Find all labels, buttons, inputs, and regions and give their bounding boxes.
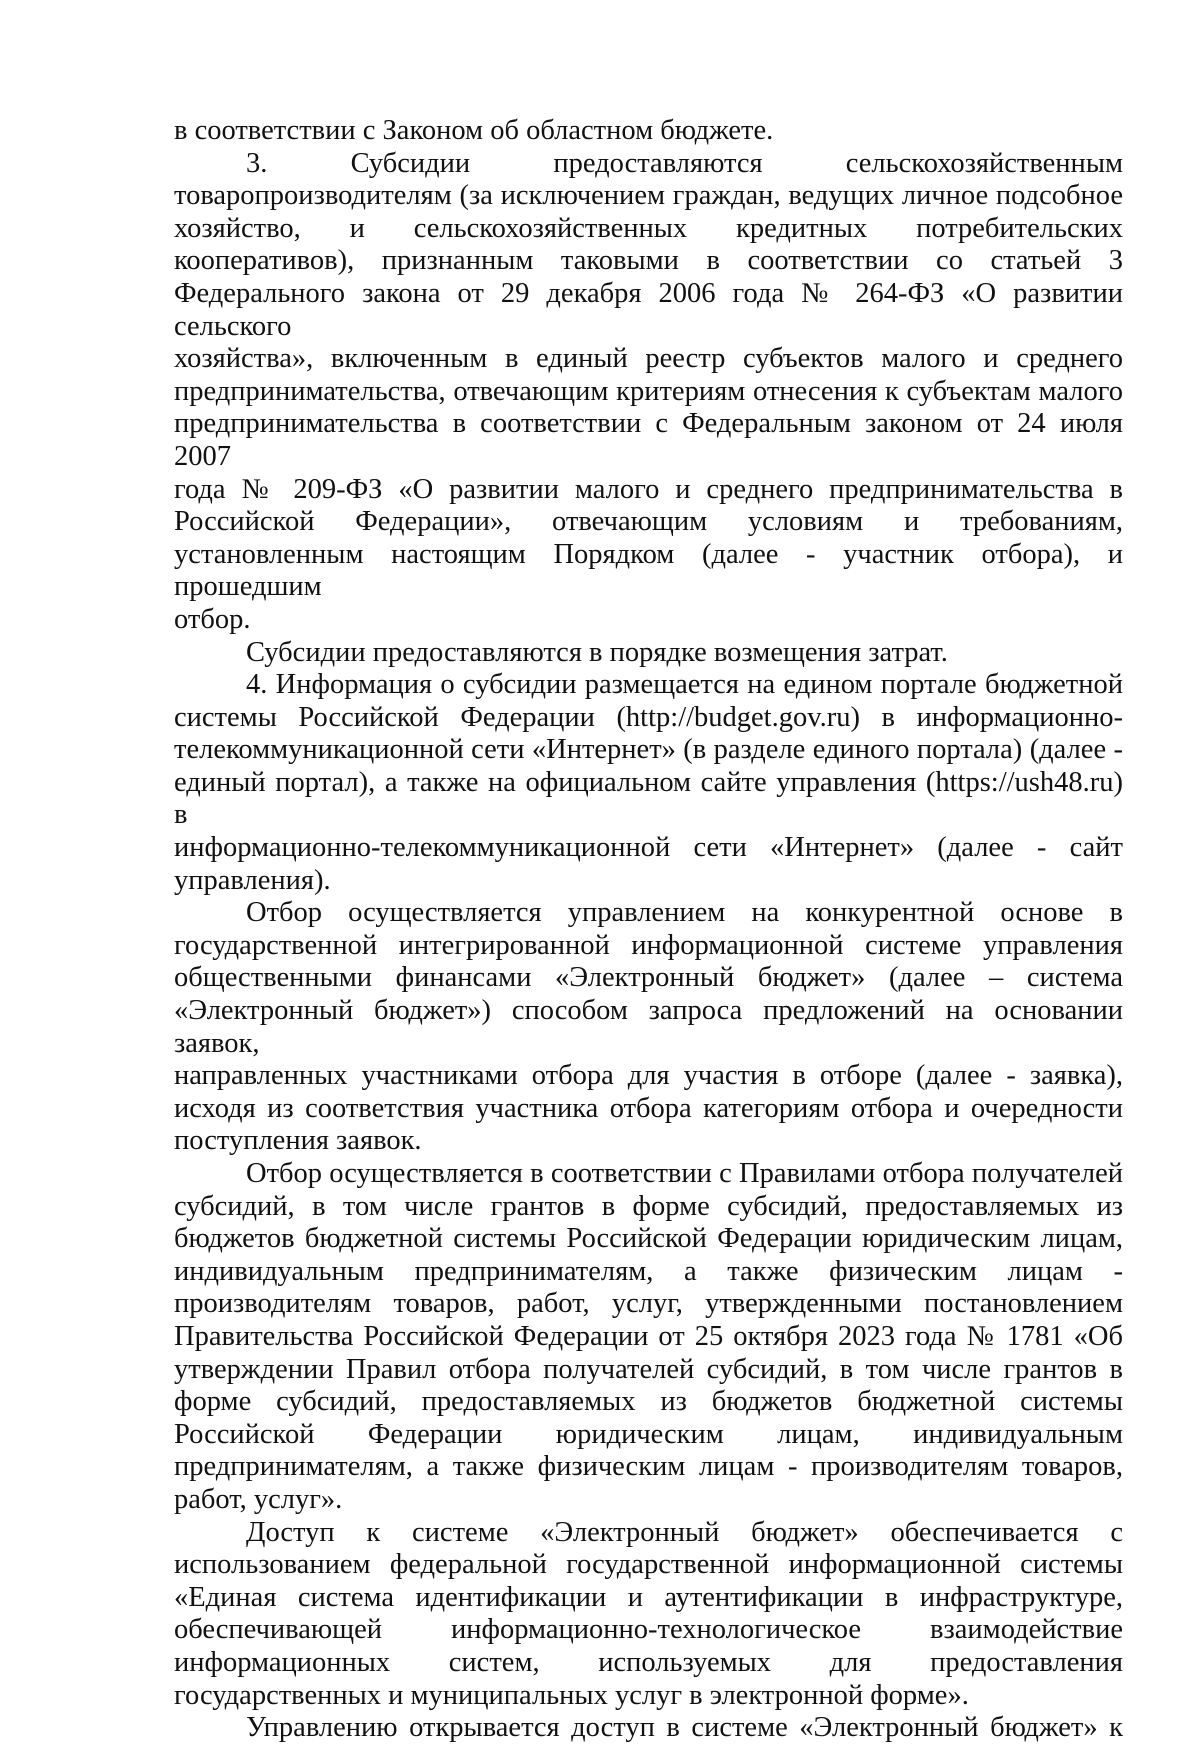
text-line: исходя из соответствия участника отбора категориям отбора и очередности	[174, 1092, 1123, 1124]
text-line: Отбор осуществляется управлением на конкурентной основе в	[246, 897, 1123, 929]
text-line: утверждении Правил отбора получателей субсидий, в том числе грантов в	[174, 1353, 1123, 1385]
text-line: Правительства Российской Федерации от 25 октября 2023 года № 1781 «Об	[174, 1320, 1123, 1352]
text-line: года № 209-ФЗ «О развитии малого и среднего предпринимательства в	[174, 473, 1123, 505]
text-line: Отбор осуществляется в соответствии с Правилами отбора получателей	[246, 1158, 1123, 1189]
text-line: в соответствии с Законом об областном бюджете.	[174, 115, 774, 146]
text-line: работ, услуг».	[174, 1483, 343, 1515]
text-line: Российской Федерации юридическим лицам, индивидуальным	[174, 1418, 1123, 1450]
text-line: бюджетов бюджетной системы Российской Федерации юридическим лицам,	[174, 1223, 1123, 1255]
text-line: индивидуальным предпринимателям, а также физическим лицам -	[174, 1255, 1123, 1287]
text-line: обеспечивающей информационно-технологическое взаимодействие	[174, 1614, 1123, 1646]
document-page	[174, 115, 1123, 1745]
text-line: 3. Субсидии предоставляются сельскохозяйственным	[246, 147, 1123, 179]
text-line: отбор.	[174, 603, 251, 635]
text-line: направленных участниками отбора для участия в отборе (далее - заявка),	[174, 1060, 1123, 1092]
text-line: телекоммуникационной сети «Интернет» (в разделе единого портала) (далее -	[174, 734, 1123, 766]
text-line: Российской Федерации», отвечающим условиям и требованиям,	[174, 506, 1123, 538]
text-line: кооперативов), признанным таковыми в соответствии со статьей 3	[174, 245, 1123, 277]
text-line: использованием федеральной государственной информационной системы	[174, 1549, 1123, 1581]
text-line: государственной интегрированной информационной системе управления	[174, 929, 1123, 961]
text-line: единый портал), а также на официальном сайте управления (https://ush48.ru) в	[174, 766, 1123, 831]
text-line: хозяйства», включенным в единый реестр субъектов малого и среднего	[174, 343, 1123, 375]
text-line: поступления заявок.	[174, 1125, 422, 1157]
text-line: установленным настоящим Порядком (далее - участник отбора), и прошедшим	[174, 538, 1123, 603]
text-line: информационно-телекоммуникационной сети «Интернет» (далее - сайт	[174, 832, 1123, 864]
text-line: производителям товаров, работ, услуг, утвержденными постановлением	[174, 1288, 1123, 1320]
text-line: Субсидии предоставляются в порядке возмещения затрат.	[246, 636, 948, 668]
text-line: форме субсидий, предоставляемых из бюджетов бюджетной системы	[174, 1386, 1123, 1418]
text-line: 4. Информация о субсидии размещается на едином портале бюджетной	[246, 669, 1123, 701]
text-line: предпринимателям, а также физическим лицам - производителям товаров,	[174, 1451, 1123, 1483]
text-line: товаропроизводителям (за исключением граждан, ведущих личное подсобное	[174, 180, 1123, 212]
text-line: государственных и муниципальных услуг в электронной форме».	[174, 1679, 969, 1711]
text-line: информационных систем, используемых для предоставления	[174, 1646, 1123, 1678]
text-line: предпринимательства, отвечающим критериям отнесения к субъектам малого	[174, 375, 1123, 407]
text-line: субсидий, в том числе грантов в форме субсидий, предоставляемых из	[174, 1190, 1123, 1222]
text-line: «Электронный бюджет») способом запроса предложений на основании заявок,	[174, 995, 1123, 1059]
text-line: хозяйство, и сельскохозяйственных кредитных потребительских	[174, 212, 1123, 244]
text-line: Управлению открывается доступ в системе «Электронный бюджет» к	[246, 1712, 1123, 1744]
text-line: общественными финансами «Электронный бюджет» (далее – система	[174, 962, 1123, 994]
text-line: управления).	[174, 864, 331, 896]
text-line: системы Российской Федерации (http://budget.gov.ru) в информационно-	[174, 701, 1123, 733]
text-line: Доступ к системе «Электронный бюджет» обеспечивается с	[246, 1516, 1123, 1548]
text-line: «Единая система идентификации и аутентификации в инфраструктуре,	[174, 1581, 1123, 1613]
text-line: предпринимательства в соответствии с Федеральным законом от 24 июля 2007	[174, 408, 1123, 472]
text-line: Федерального закона от 29 декабря 2006 года № 264-ФЗ «О развитии сельского	[174, 277, 1123, 342]
